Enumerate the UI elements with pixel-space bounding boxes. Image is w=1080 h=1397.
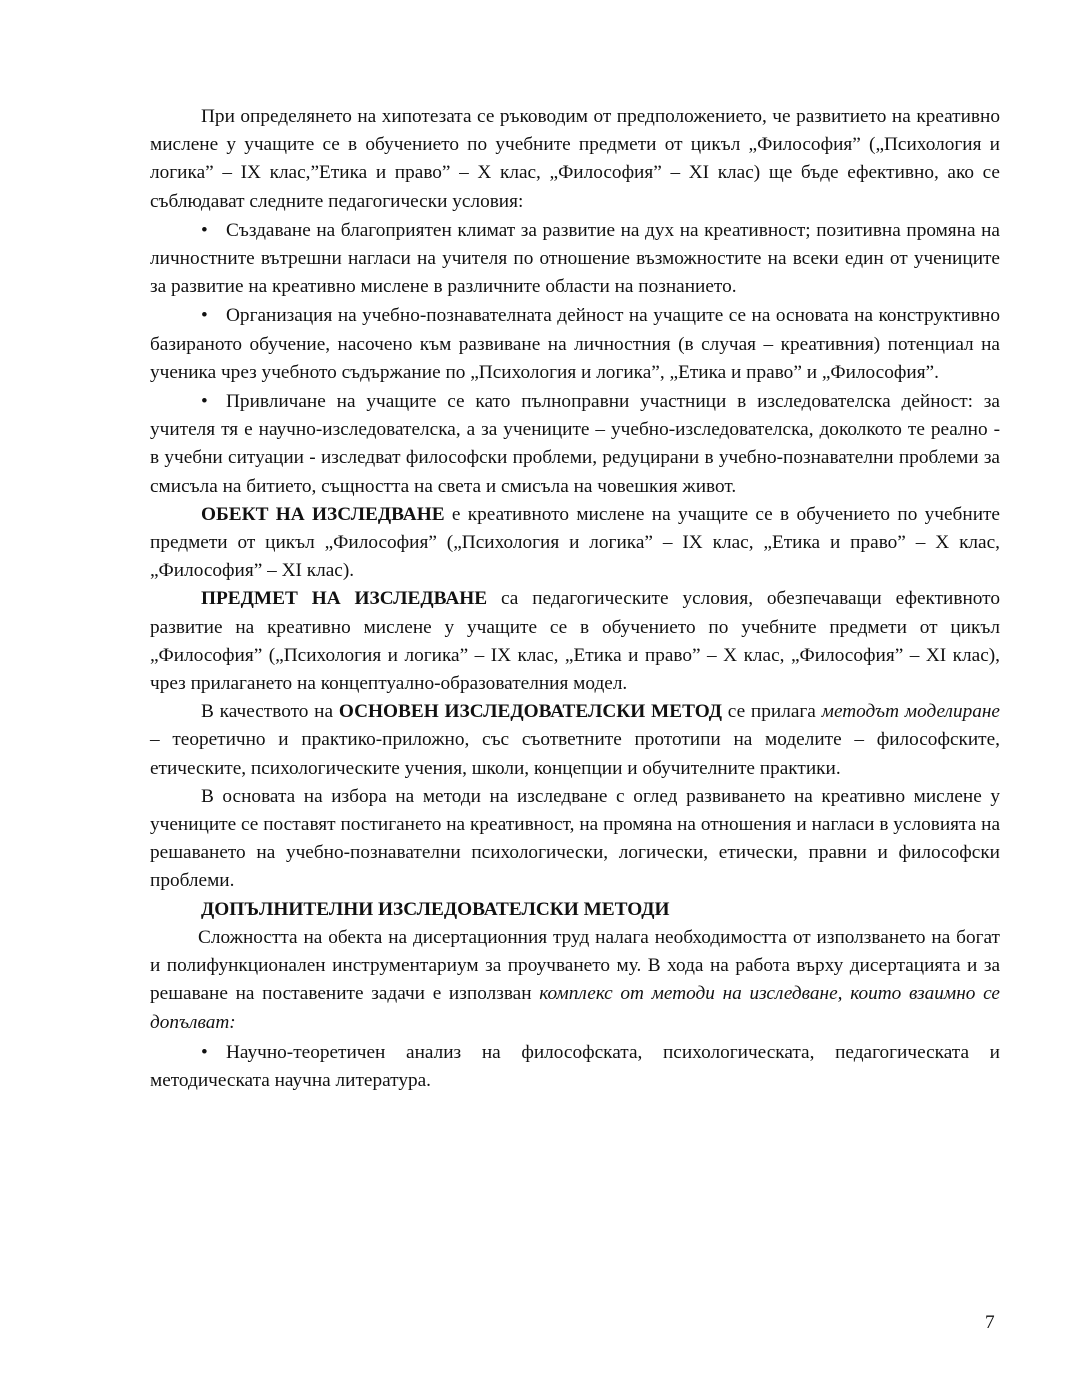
object-text: е креативното мислене на учащите се в обучението по учебните предмети от цикъл „Философия” („Психология и логика” – ІХ клас, „Етика и право” – Х клас, „Философия” – ХІ клас). [150,503,1000,582]
method-paragraph [150,698,1000,783]
bullet-item-organization [150,302,1000,387]
document-page [150,103,1000,1095]
complexity-text: Сложността на обекта на дисертационния труд налага необходимостта от използването на богат и полифункционален инструментариум за проучването му. В хода на работа върху дисертацията и за решаване на поставените задачи е използван [150,926,1000,1005]
basis-paragraph: В основата на избора на методи на изследване с оглед развиването на креативно мислене у учениците се поставят постигането на креативност, на промяна на отношения и нагласи в условията на решаването на учебно-познавателни психологически, логически, етически, правни и философски проблеми. [150,785,1000,892]
bullet-item-research [150,388,1000,501]
bullet-item-climate [150,217,1000,302]
bullet-icon: • [201,391,208,413]
subject-label: ПРЕДМЕТ НА ИЗСЛЕДВАНЕ [201,588,488,610]
bullet-text: Привличане на учащите се като пълноправни участници в изследователска дейност: за учителя тя е научно-изследователска, а за учениците – учебно-изследователска, доколкото те реално - в учебни ситуации - изследват философски проблеми, редуцирани в учебно-познавателни проблеми за смисъла на битието, същността на света и смисъла на човешкия живот. [150,391,1000,497]
complexity-paragraph [150,924,1000,1037]
object-paragraph [150,501,1000,586]
bullet-text: Създаване на благоприятен климат за развитие на дух на креативност; позитивна промяна на личностните вътрешни нагласи на учителя по отношение възможностите на всеки един от учениците за развитие на креативно мислене в различните области на познанието. [150,219,1000,298]
complexity-italic: комплекс от методи на изследване, които взаимно се допълват: [150,983,1000,1033]
subject-text: са педагогическите условия, обезпечаващи ефективното развитие на креативно мислене у учащите се в обучението по учебните предмети от цикъл „Философия” („Психология и логика” – ІХ клас, „Етика и право” – Х клас, „Философия” – ХІ клас), чрез прилагането на концептуално-образователния модел. [150,588,1000,695]
bullet-item-analysis [150,1039,1000,1095]
bullet-text: Организация на учебно-познавателната дейност на учащите се на основата на конструктивно базираното обучение, насочено към развиване на личностния (в случая – креативния) потенциал на ученика чрез учебното съдържание по „Психология и логика”, „Етика и право” и „Философия”. [150,305,1000,383]
object-label: ОБЕКТ НА ИЗСЛЕДВАНЕ [201,503,445,525]
additional-methods-heading: ДОПЪЛНИТЕЛНИ ИЗСЛЕДОВАТЕЛСКИ МЕТОДИ [201,898,670,920]
method-pre: В качеството на [201,701,339,723]
method-italic: методът моделиране [821,701,1000,723]
bullet-icon: • [201,305,208,327]
page-number: 7 [985,1312,995,1333]
subject-paragraph [150,585,1000,698]
method-mid: се прилага [722,701,822,723]
hypothesis-paragraph: При определянето на хипотезата се ръководим от предположението, че развитието на креативно мислене у учащите се в обучението по учебните предмети от цикъл „Философия” („Психология и логика” – ІХ клас,”Етика и право” – Х клас, „Философия” – ХІ клас) ще бъде ефективно, ако се съблюдават следните педагогически условия: [150,106,1000,212]
bullet-text: Научно-теоретичен анализ на философската, психологическата, педагогическата и методическата научна литература. [150,1041,1000,1091]
bullet-icon: • [201,1041,208,1063]
method-post: – теоретично и практико-приложно, със съответните прототипи на моделите – философските, етическите, психологическите учения, школи, концепции и обучителните практики. [150,729,1000,779]
bullet-icon: • [201,219,208,241]
method-label: ОСНОВЕН ИЗСЛЕДОВАТЕЛСКИ МЕТОД [338,701,722,723]
